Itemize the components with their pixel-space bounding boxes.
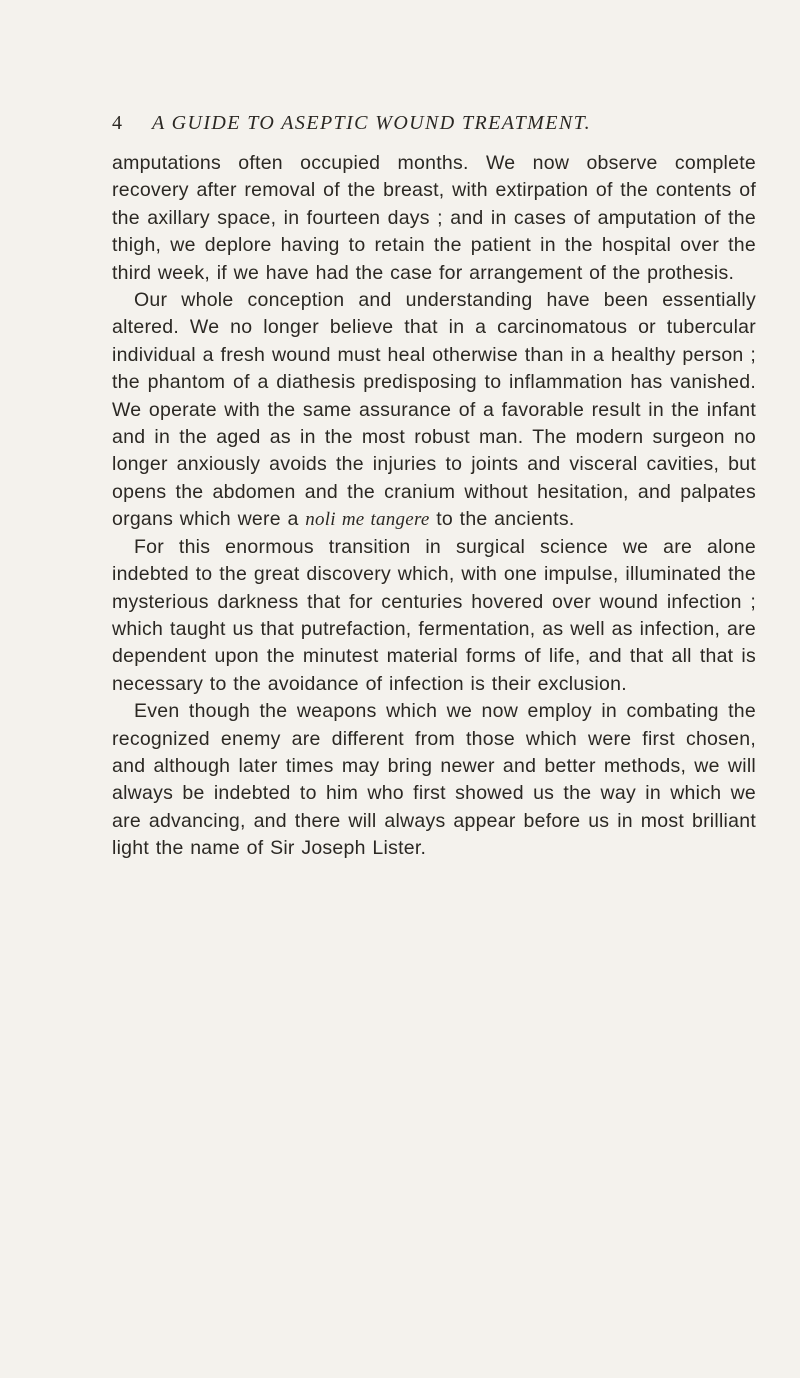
paragraph-4: Even though the weapons which we now employ in combating the recognized enemy are different from those which were first chosen, and although later times may bring newer and better methods, we will always be indebted to him who first showed us the way in which we are advancing, and there will always appear before us in most brilliant light the name of Sir Joseph Lister. [112, 700, 756, 860]
latin-phrase: noli me tangere [305, 509, 430, 531]
paragraph-2-text: Our whole conception and understanding have been essentially altered. We no longer believe that in a carcinomatous or tubercular individual a fresh wound must heal otherwise than in a healthy person ; the phantom of a diathesis predisposing to inflammation has vanished. We operate with the same assurance of a favorable result in the infant and in the aged as in the most robust man. The modern surgeon no longer anxiously avoids the injuries to joints and visceral cavities, but opens the abdomen and the cranium without hesitation, and palpates organs which were a [112, 289, 756, 531]
running-title: A GUIDE TO ASEPTIC WOUND TREATMENT. [152, 112, 592, 134]
paragraph-2 [112, 287, 756, 534]
body-text [112, 150, 756, 863]
paragraph-2-ending: to the ancients. [429, 508, 575, 531]
page-number: 4 [112, 112, 124, 134]
paragraph-3: For this enormous transition in surgical science we are alone indebted to the great discovery which, with one impulse, illuminated the mysterious darkness that for centuries hovered over wound infection ; which taught us that putrefaction, fermentation, as well as infection, are dependent upon the minutest material forms of life, and that all that is necessary to the avoidance of infection is their exclusion. [112, 535, 756, 695]
running-head [112, 110, 722, 136]
paragraph-1: amputations often occupied months. We now observe complete recovery after removal of the breast, with extirpation of the contents of the axillary space, in fourteen days ; and in cases of amputation of the thigh, we deplore having to retain the patient in the hospital over the third week, if we have had the case for arrangement of the prothesis. [112, 152, 756, 284]
